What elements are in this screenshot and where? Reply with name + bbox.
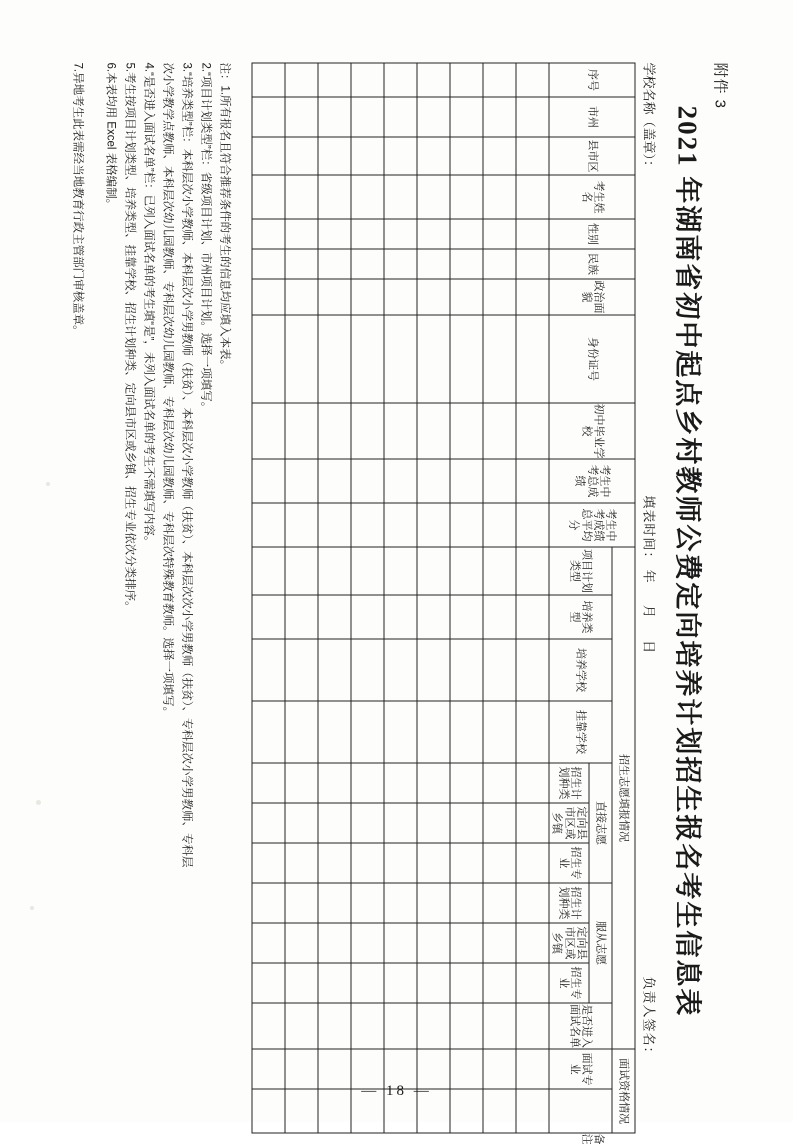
- table-cell[interactable]: [351, 459, 384, 503]
- table-cell[interactable]: [351, 639, 384, 701]
- table-cell[interactable]: [450, 175, 483, 219]
- table-cell[interactable]: [318, 279, 351, 315]
- table-cell[interactable]: [384, 963, 417, 1003]
- table-row: [252, 63, 285, 1133]
- table-cell[interactable]: [351, 963, 384, 1003]
- table-cell[interactable]: [252, 175, 285, 219]
- table-cell[interactable]: [318, 137, 351, 175]
- school-name-label: 学校名称（盖章）：: [641, 62, 656, 173]
- table-cell[interactable]: [318, 315, 351, 403]
- table-cell[interactable]: [252, 963, 285, 1003]
- table-cell[interactable]: [252, 639, 285, 701]
- table-cell[interactable]: [516, 137, 549, 175]
- table-cell[interactable]: [483, 595, 516, 639]
- table-cell[interactable]: [417, 403, 450, 459]
- table-cell[interactable]: [417, 279, 450, 315]
- table-cell[interactable]: [351, 249, 384, 279]
- table-cell[interactable]: [516, 547, 549, 595]
- table-cell[interactable]: [384, 175, 417, 219]
- table-cell[interactable]: [351, 883, 384, 923]
- table-cell[interactable]: [351, 803, 384, 843]
- col-head-county: 县市区: [549, 137, 635, 175]
- table-cell[interactable]: [384, 639, 417, 701]
- col-head-name: 考生姓名: [549, 175, 635, 219]
- table-cell[interactable]: [318, 701, 351, 763]
- note-line: [138, 62, 157, 1062]
- table-header-row-1: 序号 市州 县市区 考生姓名 性别 民族 政治面貌 身份证号 初中毕业学校 考生中考总成绩 考生中考成绩总平均分 招生志愿填报情况 面试资格情况 备注: [612, 63, 635, 1133]
- table-cell[interactable]: [450, 639, 483, 701]
- table-cell[interactable]: [450, 923, 483, 963]
- table-cell[interactable]: [285, 843, 318, 883]
- table-cell[interactable]: [483, 249, 516, 279]
- table-cell[interactable]: [417, 97, 450, 137]
- table-cell[interactable]: [483, 923, 516, 963]
- col-head-interview-major: 面试专业: [549, 1049, 612, 1089]
- col-head-plan-type: 项目计划类型: [549, 547, 612, 595]
- table-cell[interactable]: [351, 175, 384, 219]
- table-row: [417, 63, 450, 1133]
- table-cell[interactable]: [285, 1003, 318, 1049]
- note-line: [67, 62, 86, 1062]
- note-item-6: 6.本表均用 Excel 表格编制。: [104, 62, 117, 210]
- table-cell[interactable]: [252, 923, 285, 963]
- table-cell[interactable]: [417, 459, 450, 503]
- table-cell[interactable]: [384, 547, 417, 595]
- table-cell[interactable]: [483, 503, 516, 547]
- table-cell[interactable]: [384, 97, 417, 137]
- col-head-obey-major: 招生专业: [549, 963, 589, 1003]
- table-cell[interactable]: [252, 459, 285, 503]
- table-cell[interactable]: [450, 763, 483, 803]
- table-cell[interactable]: [450, 963, 483, 1003]
- table-cell[interactable]: [318, 963, 351, 1003]
- table-cell[interactable]: [318, 219, 351, 249]
- col-head-city: 市州: [549, 97, 635, 137]
- table-cell[interactable]: [318, 923, 351, 963]
- table-cell[interactable]: [285, 279, 318, 315]
- table-cell[interactable]: [351, 97, 384, 137]
- table-cell[interactable]: [318, 403, 351, 459]
- col-head-train-school: 培养学校: [549, 639, 612, 701]
- table-cell[interactable]: [417, 639, 450, 701]
- note-line: [119, 62, 138, 1062]
- table-row: [384, 63, 417, 1133]
- table-cell[interactable]: [351, 315, 384, 403]
- table-cell[interactable]: [285, 803, 318, 843]
- table-cell[interactable]: [384, 279, 417, 315]
- table-cell[interactable]: [516, 315, 549, 403]
- table-cell[interactable]: [417, 595, 450, 639]
- table-cell[interactable]: [285, 883, 318, 923]
- table-cell[interactable]: [483, 137, 516, 175]
- table-cell[interactable]: [417, 315, 450, 403]
- date-year: 年: [641, 569, 656, 584]
- table-cell[interactable]: [252, 763, 285, 803]
- table-cell[interactable]: [516, 219, 549, 249]
- note-item-3-cont: 次小学教学点教师、本科层次幼儿园教师、专科层次幼儿园教师、专科层次幼儿园教师、专科层次特殊教育教师。选择一项填写。: [161, 62, 174, 718]
- table-cell[interactable]: [417, 547, 450, 595]
- table-cell[interactable]: [384, 595, 417, 639]
- table-cell[interactable]: [351, 547, 384, 595]
- table-cell[interactable]: [450, 97, 483, 137]
- table-cell[interactable]: [417, 803, 450, 843]
- table-cell[interactable]: [384, 701, 417, 763]
- table-cell[interactable]: [483, 803, 516, 843]
- table-cell[interactable]: [516, 701, 549, 763]
- table-row: [285, 63, 318, 1133]
- note-item-1: 1.所有报名且符合推荐条件的考生的信息均应填入本表。: [218, 85, 230, 371]
- table-cell[interactable]: [450, 803, 483, 843]
- table-cell[interactable]: [450, 595, 483, 639]
- table-body: [252, 63, 549, 1133]
- table-cell[interactable]: [516, 97, 549, 137]
- table-cell[interactable]: [384, 459, 417, 503]
- table-cell[interactable]: [384, 883, 417, 923]
- note-item-5: 5.考生按项目计划类型、培养类型、挂靠学校、招生计划种类、定向县市区或乡镇、招生专业依次分类排序。: [123, 62, 136, 613]
- fill-time-text: 填表时间：: [641, 494, 656, 565]
- date-month: 月: [641, 604, 656, 619]
- table-cell[interactable]: [285, 701, 318, 763]
- table-cell[interactable]: [384, 249, 417, 279]
- table-cell[interactable]: [516, 1003, 549, 1049]
- table-cell[interactable]: [450, 279, 483, 315]
- table-cell[interactable]: [483, 315, 516, 403]
- table-cell[interactable]: [252, 279, 285, 315]
- table-cell[interactable]: [285, 639, 318, 701]
- table-cell[interactable]: [384, 219, 417, 249]
- table-cell[interactable]: [417, 503, 450, 547]
- table-cell[interactable]: [417, 923, 450, 963]
- table-cell[interactable]: [318, 459, 351, 503]
- table-cell[interactable]: [516, 639, 549, 701]
- table-cell[interactable]: [450, 1003, 483, 1049]
- table-cell[interactable]: [483, 219, 516, 249]
- table-cell[interactable]: [318, 63, 351, 97]
- table-cell[interactable]: [384, 923, 417, 963]
- table-cell[interactable]: [318, 547, 351, 595]
- note-line: [195, 62, 214, 1062]
- note-line: [100, 62, 119, 1062]
- col-head-avg-score: 考生中考成绩总平均分: [549, 503, 635, 547]
- table-cell[interactable]: [252, 1003, 285, 1049]
- table-cell[interactable]: [252, 137, 285, 175]
- note-item-7: 7.异地考生此表需经当地教育行政主管部门审核盖章。: [71, 62, 84, 337]
- table-cell[interactable]: [351, 403, 384, 459]
- table-row: [318, 63, 351, 1133]
- table-cell[interactable]: [384, 803, 417, 843]
- table-cell[interactable]: [252, 315, 285, 403]
- table-cell[interactable]: [252, 701, 285, 763]
- table-cell[interactable]: [318, 249, 351, 279]
- table-cell[interactable]: [483, 175, 516, 219]
- date-day: 日: [641, 639, 656, 654]
- col-head-interview-enter: 是否进入面试名单: [549, 1003, 612, 1049]
- notes-heading: 注：: [218, 62, 230, 85]
- table-cell[interactable]: [516, 963, 549, 1003]
- col-head-obey-plan-kind: 招生计划种类: [549, 883, 589, 923]
- fill-time-label: [640, 495, 659, 654]
- note-item-3: 3.“培养类型”栏：本科层次小学教师、本科层次小学男教师（扶贫）、本科层次小学教师（扶贫）、本科层次次小学男教师（扶贫）、专科层次小学男教师、专科层: [180, 62, 193, 867]
- table-cell[interactable]: [483, 63, 516, 97]
- table-cell[interactable]: [516, 403, 549, 459]
- table-cell[interactable]: [483, 1003, 516, 1049]
- table-cell[interactable]: [450, 843, 483, 883]
- table-cell[interactable]: [252, 803, 285, 843]
- table-cell[interactable]: [285, 315, 318, 403]
- table-cell[interactable]: [318, 639, 351, 701]
- table-cell[interactable]: [450, 249, 483, 279]
- table-cell[interactable]: [285, 403, 318, 459]
- col-head-gender: 性别: [549, 219, 635, 249]
- table-cell[interactable]: [516, 843, 549, 883]
- table-cell[interactable]: [516, 803, 549, 843]
- page-title: 2021 年湖南省初中起点乡村教师公费定向培养计划招生报名考生信息表: [672, 105, 702, 1017]
- table-cell[interactable]: [417, 137, 450, 175]
- col-head-nation: 民族: [549, 249, 635, 279]
- group-head-interview: 面试资格情况: [612, 1049, 635, 1133]
- table-cell[interactable]: [516, 883, 549, 923]
- col-head-id-number: 身份证号: [549, 315, 635, 403]
- table-cell[interactable]: [318, 763, 351, 803]
- table-cell[interactable]: [384, 763, 417, 803]
- col-head-attached-school: 挂靠学校: [549, 701, 612, 763]
- table-cell[interactable]: [417, 763, 450, 803]
- table-cell[interactable]: [450, 701, 483, 763]
- table-cell[interactable]: [318, 175, 351, 219]
- table-cell[interactable]: [516, 63, 549, 97]
- note-line: [214, 62, 233, 1062]
- table-cell[interactable]: [252, 843, 285, 883]
- table-cell[interactable]: [351, 1003, 384, 1049]
- table-cell[interactable]: [285, 547, 318, 595]
- col-head-total-score: 考生中考总成绩: [549, 459, 635, 503]
- table-cell[interactable]: [351, 763, 384, 803]
- table-cell[interactable]: [252, 97, 285, 137]
- table-cell[interactable]: [417, 963, 450, 1003]
- note-item-2: 2.“项目计划类型”栏：省级项目计划、市州项目计划。选择一项填写。: [199, 62, 212, 413]
- table-row: [351, 63, 384, 1133]
- table-cell[interactable]: [384, 1003, 417, 1049]
- table-cell[interactable]: [285, 137, 318, 175]
- table-cell[interactable]: [384, 403, 417, 459]
- table-cell[interactable]: [318, 1003, 351, 1049]
- table-cell[interactable]: [285, 595, 318, 639]
- table-cell[interactable]: [483, 403, 516, 459]
- table-cell[interactable]: [417, 843, 450, 883]
- table-row: [483, 63, 516, 1133]
- table-cell[interactable]: [450, 547, 483, 595]
- table-cell[interactable]: [384, 63, 417, 97]
- group-head-application: 招生志愿填报情况: [612, 547, 635, 1049]
- table-cell[interactable]: [252, 249, 285, 279]
- table-cell[interactable]: [450, 315, 483, 403]
- table-cell[interactable]: [450, 403, 483, 459]
- table-cell[interactable]: [516, 459, 549, 503]
- table-cell[interactable]: [285, 97, 318, 137]
- meta-row: [640, 62, 659, 1060]
- col-head-political: 政治面貌: [549, 279, 635, 315]
- table-cell[interactable]: [384, 315, 417, 403]
- table-cell[interactable]: [318, 803, 351, 843]
- table-cell[interactable]: [417, 1003, 450, 1049]
- col-head-train-type: 培养类型: [549, 595, 612, 639]
- col-head-direct-major: 招生专业: [549, 843, 589, 883]
- table-row: [450, 63, 483, 1133]
- table-cell[interactable]: [450, 137, 483, 175]
- group-head-obey-volunteer: 服从志愿: [589, 883, 612, 1003]
- table-cell[interactable]: [318, 97, 351, 137]
- table-cell[interactable]: [483, 97, 516, 137]
- note-line: [176, 62, 195, 1062]
- table-cell[interactable]: [351, 503, 384, 547]
- attachment-label: 附件 3: [711, 62, 728, 109]
- table-cell[interactable]: [450, 63, 483, 97]
- table-cell[interactable]: [351, 843, 384, 883]
- col-head-direct-plan-kind: 招生计划种类: [549, 763, 589, 803]
- table-cell[interactable]: [285, 763, 318, 803]
- table-cell[interactable]: [450, 459, 483, 503]
- table-cell[interactable]: [516, 175, 549, 219]
- table-cell[interactable]: [318, 503, 351, 547]
- signer-label: 负责人签名：: [641, 975, 656, 1060]
- table-cell[interactable]: [516, 279, 549, 315]
- table-cell[interactable]: [483, 701, 516, 763]
- table-cell[interactable]: [318, 843, 351, 883]
- table-cell[interactable]: [252, 403, 285, 459]
- table-cell[interactable]: [516, 595, 549, 639]
- table-cell[interactable]: [252, 595, 285, 639]
- table-cell[interactable]: [384, 843, 417, 883]
- col-head-obey-county: 定向县市区或乡镇: [549, 923, 589, 963]
- group-head-direct-volunteer: 直接志愿: [589, 763, 612, 883]
- table-cell[interactable]: [483, 843, 516, 883]
- table-cell[interactable]: [417, 219, 450, 249]
- table-cell[interactable]: [483, 279, 516, 315]
- table-cell[interactable]: [285, 963, 318, 1003]
- table-cell[interactable]: [285, 459, 318, 503]
- table-cell[interactable]: [285, 175, 318, 219]
- table-cell[interactable]: [417, 63, 450, 97]
- table-cell[interactable]: [384, 137, 417, 175]
- page-number: — 18 —: [361, 1083, 432, 1099]
- table-cell[interactable]: [483, 763, 516, 803]
- col-head-seq: 序号: [549, 63, 635, 97]
- table-cell[interactable]: [384, 503, 417, 547]
- table-cell[interactable]: [351, 923, 384, 963]
- table-cell[interactable]: [516, 503, 549, 547]
- table-cell[interactable]: [285, 219, 318, 249]
- table-cell[interactable]: [351, 595, 384, 639]
- table-cell[interactable]: [318, 595, 351, 639]
- table-cell[interactable]: [483, 459, 516, 503]
- table-cell[interactable]: [417, 883, 450, 923]
- notes-block: [67, 62, 233, 1062]
- table-cell[interactable]: [483, 883, 516, 923]
- table-cell[interactable]: [252, 503, 285, 547]
- table-cell[interactable]: [252, 883, 285, 923]
- table-cell[interactable]: [516, 923, 549, 963]
- table-cell[interactable]: [285, 923, 318, 963]
- table-row: [516, 63, 549, 1133]
- table-cell[interactable]: [252, 547, 285, 595]
- table-cell[interactable]: [351, 219, 384, 249]
- table-cell[interactable]: [483, 963, 516, 1003]
- table-cell[interactable]: [285, 249, 318, 279]
- note-item-4: 4.“是否进入面试名单”栏：已列入面试名单的考生填“是”，未列入面试名单的考生不需填写内容。: [142, 62, 155, 547]
- table-cell[interactable]: [252, 219, 285, 249]
- table-cell[interactable]: [351, 63, 384, 97]
- table-cell[interactable]: [351, 137, 384, 175]
- col-head-school: 初中毕业学校: [549, 403, 635, 459]
- table-cell[interactable]: [450, 503, 483, 547]
- table-cell[interactable]: [285, 63, 318, 97]
- table-cell[interactable]: [318, 883, 351, 923]
- table-cell[interactable]: [285, 503, 318, 547]
- table-cell[interactable]: [450, 219, 483, 249]
- table-cell[interactable]: [516, 249, 549, 279]
- table-cell[interactable]: [483, 639, 516, 701]
- col-head-direct-county: 定向县市区或乡镇: [549, 803, 589, 843]
- table-cell[interactable]: [516, 763, 549, 803]
- applicant-info-table: [251, 62, 635, 1144]
- table-cell[interactable]: [351, 701, 384, 763]
- note-line: [157, 62, 176, 1062]
- table-cell[interactable]: [417, 701, 450, 763]
- table-cell[interactable]: [483, 547, 516, 595]
- table-cell[interactable]: [417, 175, 450, 219]
- table-cell[interactable]: [417, 249, 450, 279]
- table-cell[interactable]: [252, 63, 285, 97]
- table-cell[interactable]: [450, 883, 483, 923]
- table-cell[interactable]: [351, 279, 384, 315]
